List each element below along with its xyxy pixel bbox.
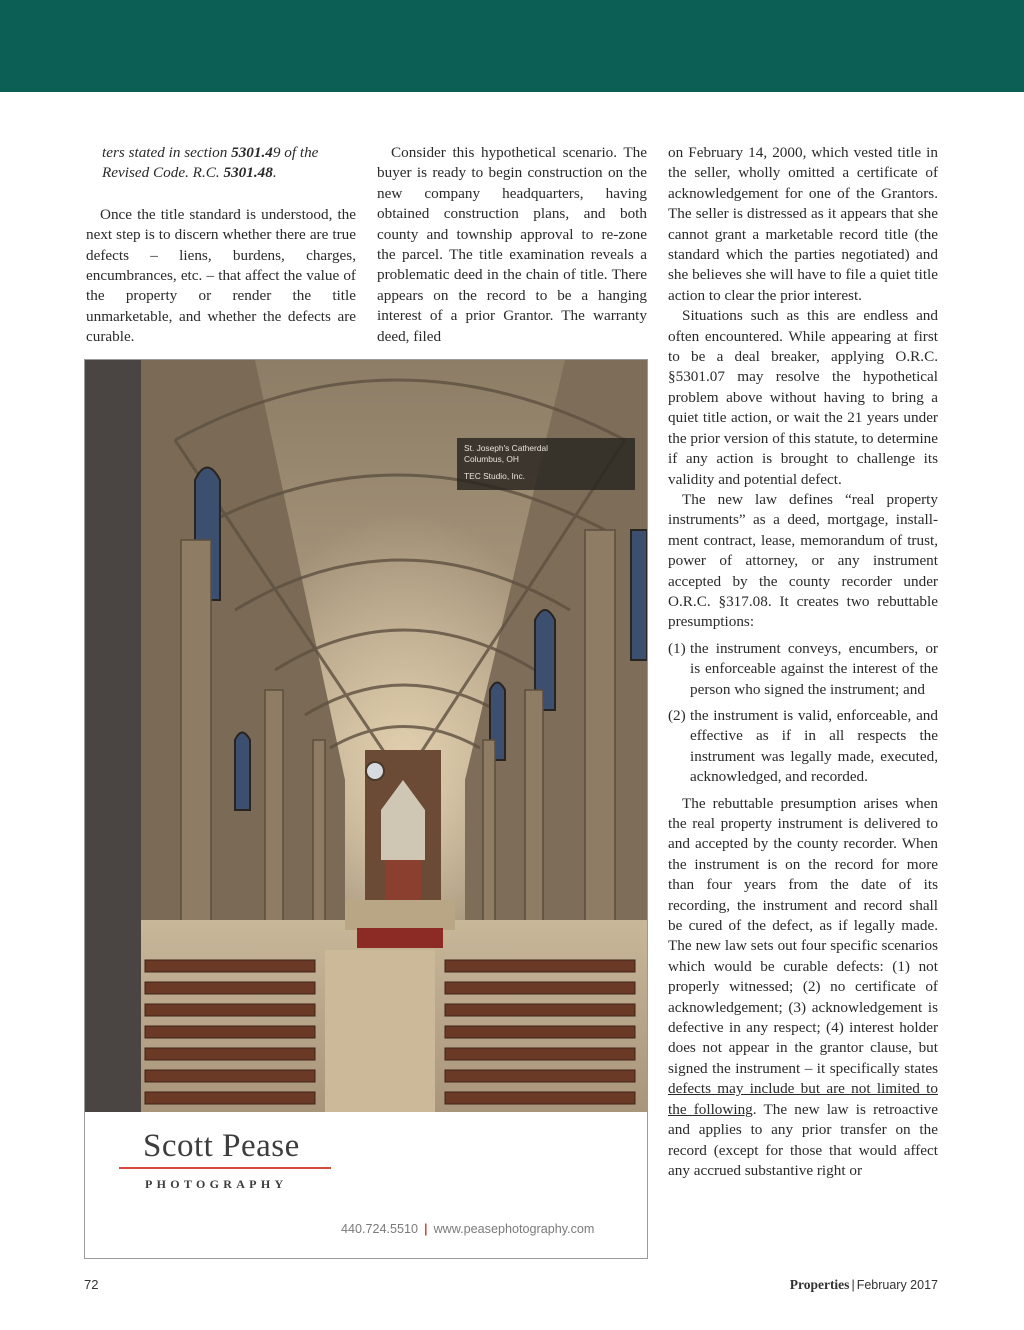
rebuttable-text-b: . The new law is retroactive and applies to any prior transfer on the record (except for those that would affect any accrued substantive right or: [668, 1100, 938, 1179]
magazine-name: Properties: [789, 1277, 850, 1292]
column-1: [86, 143, 356, 348]
paragraph-new-law: The new law defines “real property instruments” as a deed, mortgage, installment contract, lease, memorandum of trust, power of attorney, or any instrument accepted by the county recorder under O.R.C. §317.08. It creates two rebuttable presumptions:: [668, 490, 938, 631]
rebuttable-underlined-text: defects may include but are not limited to the following: [668, 1080, 938, 1118]
page-number: 72: [84, 1277, 99, 1292]
intro-text-b: 9 of the Revised Code. R.C.: [102, 144, 319, 182]
list-item-number: (2): [668, 706, 686, 724]
presumptions-list: [668, 639, 938, 788]
advertisement: [84, 359, 648, 1259]
paragraph-deed-continued: on February 14, 2000, which vested title in the seller, wholly omitted a certificate of acknowledgement for one of the Grantors. The seller is distressed as it appears that she cannot grant a marketable record title (the standard which the parties negotiated) and she believes she will have to file a quiet title action to clear the prior interest.: [668, 144, 938, 304]
caption-city: Columbus, OH: [464, 454, 519, 464]
paragraph-title-standard: Once the title standard is understood, the next step is to discern whether there are true defects – liens, burdens, charges, encumbrances, etc. – that affect the value of the property or render the title unmarketable, and whether the defects are curable.: [86, 205, 356, 346]
footer-separator: |: [851, 1278, 855, 1292]
intro-section-number: 5301.4: [231, 144, 273, 161]
caption-credit: TEC Studio, Inc.: [464, 471, 525, 481]
paragraph-hypothetical: Consider this hypothetical scenario. The buyer is ready to begin construction on the new company headquarters, having obtained construction plans, and both county and township approval to re-zone the parcel. The title examination reveals a problematic deed in the chain of title. There appears on the record to be a hanging interest of a prior Grantor. The warranty deed, filed: [377, 144, 647, 345]
contact-line: [341, 1222, 594, 1236]
paragraph-rebuttable: [668, 794, 938, 1182]
photo-caption: [457, 438, 635, 490]
rebuttable-text-a: The rebuttable presumption arises when the real property instrument is delivered to and accepted by the county recorder. When the instrument is on the record for more than four years from the date of its recording, the instrument and record shall be cured of the defect, as if legally made. The new law sets out four specific scenarios which would be curable defects: (1) not properly witnessed; (2) no certificate of acknowledgement; (3) acknowledgement is defective in any respect; (4) interest holder does not appear in the grantor clause, but signed the instrument – it specifically states: [668, 794, 938, 1077]
list-item: [668, 639, 938, 700]
column-2: [377, 143, 647, 347]
paragraph-situations: Situations such as this are endless and often encountered. While appearing at first to be a deal breaker, applying O.R.C. §5301.07 may resolve the hypothetical problem above without having to bring a quiet title action, or wait the 21 years under the prior version of this statute, to determine if any action is brought to challenge its validity and potential defect.: [668, 307, 938, 488]
phone-number: 440.724.5510: [341, 1222, 419, 1236]
issue-date: February 2017: [856, 1278, 938, 1292]
contact-separator: |: [424, 1222, 428, 1236]
website-link[interactable]: www.peasephotography.com: [433, 1222, 595, 1236]
list-item-text: the instrument is valid, enforceable, and effective as if in all respects the instrument was legally made, executed, acknowledged, and recorded.: [690, 706, 938, 786]
brand-subtitle: PHOTOGRAPHY: [145, 1177, 288, 1191]
list-item-number: (1): [668, 639, 686, 657]
header-band: [0, 0, 1024, 92]
intro-text-end: .: [272, 164, 277, 182]
footer-publication: [790, 1277, 938, 1293]
brand-rule: [119, 1167, 331, 1169]
brand-name: Scott Pease: [143, 1128, 300, 1164]
list-item: [668, 706, 938, 788]
column-3: [668, 143, 938, 1181]
intro-citation: [86, 143, 356, 184]
caption-location: St. Joseph's Catherdal: [464, 443, 548, 453]
intro-code-number: 5301.48: [223, 164, 273, 182]
list-item-text: the instrument conveys, encumbers, or is enforceable against the interest of the person who signed the instrument; and: [690, 639, 938, 698]
intro-text-a: ters stated in section: [102, 144, 232, 161]
